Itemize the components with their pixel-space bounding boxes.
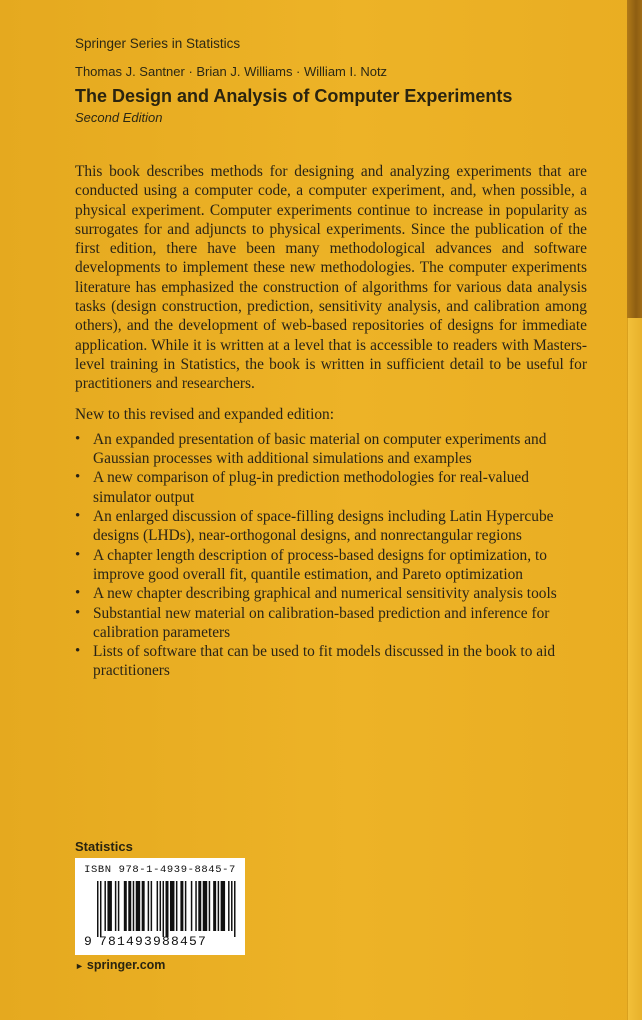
- list-item-text: Substantial new material on calibration-based prediction and inference for calibration parameters: [93, 604, 550, 641]
- list-item: [75, 468, 587, 507]
- list-item-text: An enlarged discussion of space-filling designs including Latin Hypercube designs (LHDs), near-orthogonal designs, and nonrectangular regions: [93, 508, 554, 545]
- barcode-bar: [136, 881, 140, 931]
- bullet-icon: •: [75, 469, 81, 486]
- book-title: The Design and Analysis of Computer Experiments: [75, 86, 513, 106]
- barcode-bar: [100, 881, 101, 937]
- barcode-bar: [157, 881, 158, 931]
- barcode-bar: [107, 881, 111, 931]
- barcode-bars: [97, 881, 237, 937]
- list-item: [75, 430, 587, 469]
- barcode-bar: [104, 881, 105, 931]
- website-text: springer.com: [86, 958, 166, 972]
- barcode-bar: [160, 881, 161, 931]
- barcode-bar: [218, 881, 219, 931]
- subject-category: Statistics: [75, 839, 133, 854]
- barcode-bar: [148, 881, 149, 931]
- list-item: [75, 507, 587, 546]
- barcode-bar: [97, 881, 98, 937]
- bullet-icon: •: [75, 643, 81, 660]
- barcode-bar: [221, 881, 225, 931]
- list-item-text: A new chapter describing graphical and numerical sensitivity analysis tools: [93, 585, 557, 603]
- barcode-bar: [228, 881, 229, 931]
- barcode-bar: [195, 881, 196, 931]
- spine-edge-light: [627, 318, 642, 1020]
- barcode-bar: [133, 881, 134, 931]
- barcode-bar: [180, 881, 183, 931]
- bullet-icon: •: [75, 508, 81, 525]
- spine-edge-dark: [627, 0, 642, 318]
- bullet-icon: •: [75, 585, 81, 602]
- list-item: [75, 584, 587, 603]
- barcode-bar: [166, 881, 169, 937]
- barcode-bar: [115, 881, 116, 931]
- list-item: [75, 642, 587, 681]
- series-name: Springer Series in Statistics: [75, 36, 241, 51]
- list-item-text: A new comparison of plug-in prediction methodologies for real-valued simulator output: [93, 469, 529, 506]
- barcode-bar: [124, 881, 127, 931]
- barcode-bar: [118, 881, 119, 931]
- barcode-bar: [163, 881, 164, 937]
- isbn-barcode: [75, 858, 245, 955]
- barcode-bar: [170, 881, 174, 931]
- list-item: [75, 546, 587, 585]
- barcode-bar: [142, 881, 145, 931]
- barcode-bar: [203, 881, 207, 931]
- bullet-icon: •: [75, 546, 81, 563]
- barcode-bar: [191, 881, 192, 931]
- barcode-bar: [198, 881, 201, 931]
- list-item-text: An expanded presentation of basic material on computer experiments and Gaussian processes with additional simulations and examples: [93, 430, 547, 468]
- barcode-bar: [176, 881, 177, 931]
- blurb-content: [75, 162, 587, 681]
- book-description: This book describes methods for designing and analyzing experiments that are conducted using a computer code, a computer experiment, and, when possible, a physical experiment. Computer experiments continue to increase in popularity as surrogates for and adjuncts to physical experiments. Since the publication of the first edition, there have been many methodological advances and software developments to implement these new methodologies. The computer experiments literature has emphasized the construction of algorithms for various data analysis tasks (design construction, prediction, sensitivity analysis, and calibration among others), and the development of web-based repositories of designs for immediate application. While it is written at a level that is accessible to readers with Masters-level training in Statistics, the book is written in sufficient detail to be useful for practitioners and researchers.: [75, 163, 587, 393]
- barcode-bar: [231, 881, 232, 931]
- barcode-lead-digit: 9: [84, 934, 92, 949]
- bullet-icon: •: [75, 430, 81, 447]
- barcode-bar: [128, 881, 131, 931]
- list-item-text: Lists of software that can be used to fit models discussed in the book to aid practitioners: [93, 643, 556, 680]
- barcode-bar: [185, 881, 186, 931]
- isbn-label: ISBN 978-1-4939-8845-7: [84, 864, 236, 876]
- barcode-bar: [209, 881, 210, 931]
- website-link[interactable]: [75, 958, 165, 972]
- list-item: [75, 604, 587, 643]
- arrow-right-icon: ►: [75, 961, 84, 971]
- bullet-icon: •: [75, 604, 81, 621]
- new-edition-list: [75, 430, 587, 681]
- edition-label: Second Edition: [75, 110, 163, 125]
- new-edition-heading: New to this revised and expanded edition:: [75, 405, 335, 423]
- list-item-text: A chapter length description of process-based designs for optimization, to improve good overall fit, quantile estimation, and Pareto optimization: [93, 546, 547, 583]
- barcode-digits: 781493988457: [99, 934, 208, 949]
- authors: Thomas J. Santner · Brian J. Williams · William I. Notz: [75, 64, 388, 79]
- barcode-bar: [151, 881, 152, 931]
- barcode-bar: [234, 881, 235, 937]
- barcode-bar: [213, 881, 216, 931]
